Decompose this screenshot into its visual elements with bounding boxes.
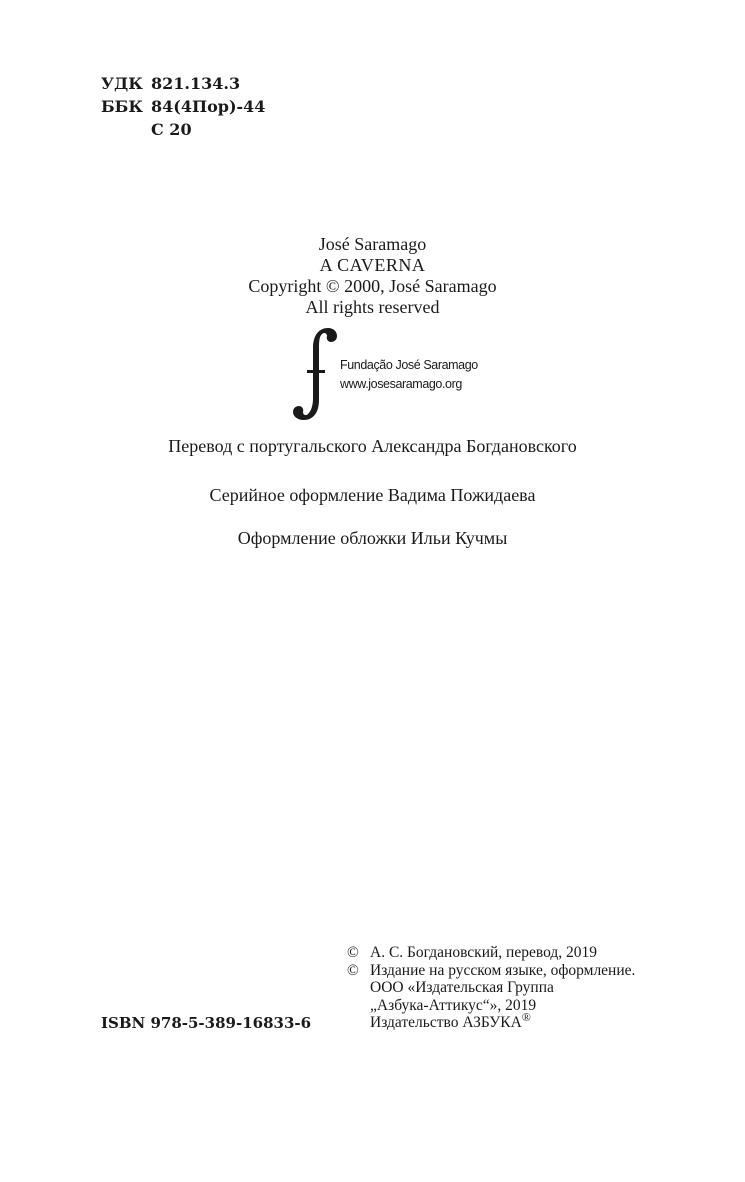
classification-block	[101, 72, 265, 141]
udk-label: УДК	[101, 74, 143, 93]
fundacao-text	[340, 356, 478, 394]
publisher-group-line: ООО «Издательская Группа	[370, 979, 554, 996]
udk-value: 821.134.3	[151, 74, 241, 93]
fundacao-url: www.josesaramago.org	[340, 377, 462, 391]
series-design-credit: Серийное оформление Вадима Пожидаева	[209, 485, 536, 505]
publisher-imprint-line	[347, 1009, 635, 1032]
copyright-edition-text: Издание на русском языке, оформление.	[370, 961, 636, 979]
udk-row	[101, 72, 265, 95]
fundacao-name: Fundação José Saramago	[340, 358, 478, 372]
translator-credit: Перевод с португальского Александра Богдановского	[168, 436, 577, 456]
original-edition-credits	[0, 234, 745, 318]
isbn: ISBN 978-5-389-16833-6	[101, 1014, 312, 1032]
original-author: José Saramago	[318, 234, 427, 254]
fundacao-logo	[290, 326, 490, 422]
original-copyright: Copyright © 2000, José Saramago	[248, 276, 497, 296]
copyright-line-translation	[347, 944, 635, 962]
author-mark: С 20	[151, 120, 192, 139]
author-mark-row	[101, 118, 265, 141]
bbk-row	[101, 95, 265, 118]
copyright-block	[347, 944, 635, 1032]
fundacao-f-icon	[290, 326, 338, 422]
original-rights: All rights reserved	[305, 297, 440, 317]
bbk-value: 84(4Пор)-44	[151, 97, 266, 116]
copyright-symbol: ©	[347, 961, 359, 979]
bbk-label: ББК	[101, 97, 143, 116]
original-title: A CAVERNA	[319, 255, 426, 275]
publisher-name-line: „Азбука-Аттикус“», 2019	[370, 996, 537, 1014]
copyright-translation-text: А. С. Богдановский, перевод, 2019	[370, 944, 598, 961]
copyright-line-edition	[347, 962, 635, 980]
registered-mark: ®	[521, 1009, 531, 1024]
copyright-symbol: ©	[347, 944, 359, 961]
publisher-imprint-text: Издательство АЗБУКА	[370, 1014, 522, 1031]
cover-design-credit: Оформление обложки Ильи Кучмы	[237, 528, 508, 548]
